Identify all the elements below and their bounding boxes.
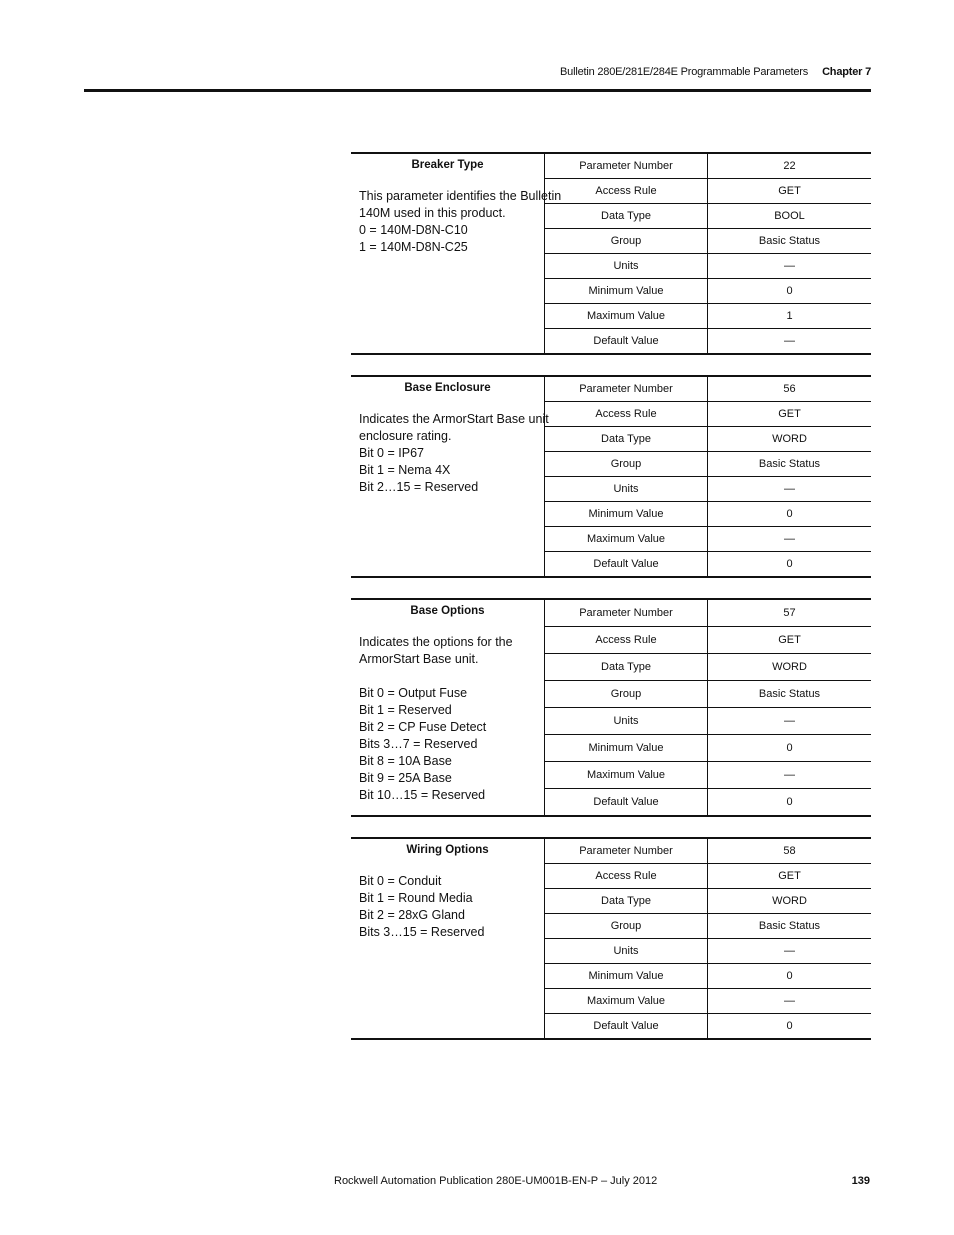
attribute-row — [545, 864, 871, 889]
description-line: 140M used in this product. — [359, 206, 506, 220]
attribute-grid — [545, 154, 871, 353]
parameter-description — [351, 154, 562, 353]
attribute-grid — [545, 600, 871, 815]
attribute-value: 0 — [786, 1020, 793, 1032]
description-line: Bit 2 = 28xG Gland — [359, 908, 465, 922]
attribute-row — [545, 377, 871, 402]
attribute-value: Basic Status — [758, 920, 821, 932]
attribute-row — [545, 502, 871, 527]
parameter-description — [351, 839, 545, 1038]
attribute-row — [545, 708, 871, 735]
attribute-name: Maximum Value — [545, 527, 708, 551]
attribute-value: WORD — [772, 433, 807, 445]
description-line: Bit 0 = Output Fuse — [359, 686, 468, 700]
attribute-value: 1 — [786, 310, 793, 322]
attribute-row — [545, 552, 871, 576]
attribute-name: Access Rule — [545, 179, 708, 203]
attribute-name: Maximum Value — [545, 762, 708, 788]
attribute-value: GET — [778, 634, 801, 646]
attribute-row — [545, 964, 871, 989]
attribute-grid — [545, 377, 871, 576]
description-line: Bit 1 = Nema 4X — [359, 463, 451, 477]
attribute-name: Data Type — [545, 889, 708, 913]
description-line: Bit 0 = Conduit — [359, 874, 442, 888]
attribute-name: Data Type — [545, 204, 708, 228]
description-line: Bit 1 = Round Media — [359, 891, 473, 905]
description-line: Bit 9 = 25A Base — [359, 771, 452, 785]
attribute-value: GET — [778, 185, 801, 197]
attribute-row — [545, 627, 871, 654]
attribute-grid — [545, 839, 871, 1038]
attribute-name: Minimum Value — [545, 735, 708, 761]
page-number: 139 — [851, 1175, 870, 1187]
description-line: Bit 10…15 = Reserved — [359, 788, 486, 802]
description-line — [359, 668, 536, 685]
attribute-value: — — [784, 533, 795, 545]
attribute-value: Basic Status — [758, 458, 821, 470]
attribute-row — [545, 889, 871, 914]
attribute-value: WORD — [772, 895, 807, 907]
attribute-name: Access Rule — [545, 864, 708, 888]
attribute-value: 22 — [783, 160, 796, 172]
attribute-name: Minimum Value — [545, 279, 708, 303]
parameter-table — [351, 837, 871, 1040]
attribute-name: Data Type — [545, 427, 708, 451]
description-line: Indicates the ArmorStart Base unit — [359, 412, 549, 426]
attribute-value: WORD — [772, 661, 807, 673]
attribute-name: Units — [545, 254, 708, 278]
parameter-description — [351, 600, 545, 815]
parameter-title: Breaker Type — [411, 159, 484, 171]
attribute-row — [545, 839, 871, 864]
header-rule — [84, 89, 871, 92]
attribute-name: Units — [545, 477, 708, 501]
attribute-name: Group — [545, 229, 708, 253]
description-line: Bit 0 = IP67 — [359, 446, 424, 460]
description-line: Bit 2 = CP Fuse Detect — [359, 720, 487, 734]
description-line: enclosure rating. — [359, 429, 452, 443]
attribute-row — [545, 229, 871, 254]
attribute-value: 0 — [786, 508, 793, 520]
description-line: Indicates the options for the — [359, 635, 513, 649]
footer-publication: Rockwell Automation Publication 280E-UM001B-EN-P – July 2012 — [334, 1175, 658, 1187]
attribute-value: BOOL — [774, 210, 805, 222]
attribute-row — [545, 1014, 871, 1038]
parameter-table — [351, 152, 871, 355]
running-header — [560, 66, 871, 78]
attribute-name: Data Type — [545, 654, 708, 680]
attribute-value: GET — [778, 870, 801, 882]
attribute-value: 57 — [783, 607, 796, 619]
attribute-name: Units — [545, 708, 708, 734]
parameter-description — [351, 377, 549, 576]
attribute-value: — — [784, 483, 795, 495]
attribute-row — [545, 477, 871, 502]
attribute-row — [545, 735, 871, 762]
attribute-row — [545, 527, 871, 552]
description-line: ArmorStart Base unit. — [359, 652, 479, 666]
header-chapter: Chapter 7 — [822, 66, 871, 78]
attribute-value: GET — [778, 408, 801, 420]
parameter-table — [351, 598, 871, 817]
description-line: Bits 3…15 = Reserved — [359, 925, 485, 939]
attribute-row — [545, 154, 871, 179]
attribute-value: 0 — [786, 970, 793, 982]
attribute-row — [545, 402, 871, 427]
attribute-name: Units — [545, 939, 708, 963]
parameter-table — [351, 375, 871, 578]
attribute-value: — — [784, 715, 795, 727]
attribute-name: Default Value — [545, 329, 708, 353]
attribute-name: Group — [545, 914, 708, 938]
description-line: Bits 3…7 = Reserved — [359, 737, 478, 751]
attribute-name: Access Rule — [545, 627, 708, 653]
attribute-value: 56 — [783, 383, 796, 395]
description-line: 1 = 140M-D8N-C25 — [359, 240, 468, 254]
attribute-row — [545, 452, 871, 477]
parameter-title: Wiring Options — [406, 844, 489, 856]
attribute-row — [545, 600, 871, 627]
attribute-row — [545, 762, 871, 789]
attribute-row — [545, 939, 871, 964]
attribute-value: 0 — [786, 558, 793, 570]
description-line: 0 = 140M-D8N-C10 — [359, 223, 468, 237]
attribute-value: 0 — [786, 285, 793, 297]
description-line: Bit 2…15 = Reserved — [359, 480, 479, 494]
attribute-name: Parameter Number — [545, 154, 708, 178]
attribute-value: 58 — [783, 845, 796, 857]
description-line: Bit 1 = Reserved — [359, 703, 452, 717]
attribute-value: Basic Status — [758, 235, 821, 247]
attribute-name: Parameter Number — [545, 377, 708, 401]
attribute-name: Default Value — [545, 789, 708, 815]
attribute-value: — — [784, 945, 795, 957]
attribute-row — [545, 789, 871, 815]
header-title: Bulletin 280E/281E/284E Programmable Parameters — [560, 66, 809, 78]
description-line: Bit 8 = 10A Base — [359, 754, 452, 768]
attribute-value: 0 — [786, 796, 793, 808]
attribute-row — [545, 329, 871, 353]
attribute-name: Group — [545, 681, 708, 707]
attribute-value: — — [784, 260, 795, 272]
attribute-row — [545, 427, 871, 452]
attribute-name: Access Rule — [545, 402, 708, 426]
attribute-row — [545, 179, 871, 204]
attribute-row — [545, 914, 871, 939]
attribute-name: Minimum Value — [545, 502, 708, 526]
attribute-name: Parameter Number — [545, 600, 708, 626]
attribute-name: Default Value — [545, 552, 708, 576]
attribute-name: Minimum Value — [545, 964, 708, 988]
attribute-name: Default Value — [545, 1014, 708, 1038]
parameter-title: Base Options — [410, 605, 485, 617]
attribute-row — [545, 654, 871, 681]
attribute-value: — — [784, 335, 795, 347]
attribute-name: Maximum Value — [545, 989, 708, 1013]
description-line: This parameter identifies the Bulletin — [359, 189, 562, 203]
attribute-row — [545, 681, 871, 708]
attribute-row — [545, 989, 871, 1014]
parameter-title: Base Enclosure — [404, 382, 491, 394]
attribute-row — [545, 204, 871, 229]
attribute-value: — — [784, 995, 795, 1007]
attribute-row — [545, 254, 871, 279]
attribute-row — [545, 279, 871, 304]
attribute-row — [545, 304, 871, 329]
attribute-value: — — [784, 769, 795, 781]
attribute-value: Basic Status — [758, 688, 821, 700]
attribute-name: Parameter Number — [545, 839, 708, 863]
attribute-name: Group — [545, 452, 708, 476]
attribute-name: Maximum Value — [545, 304, 708, 328]
attribute-value: 0 — [786, 742, 793, 754]
